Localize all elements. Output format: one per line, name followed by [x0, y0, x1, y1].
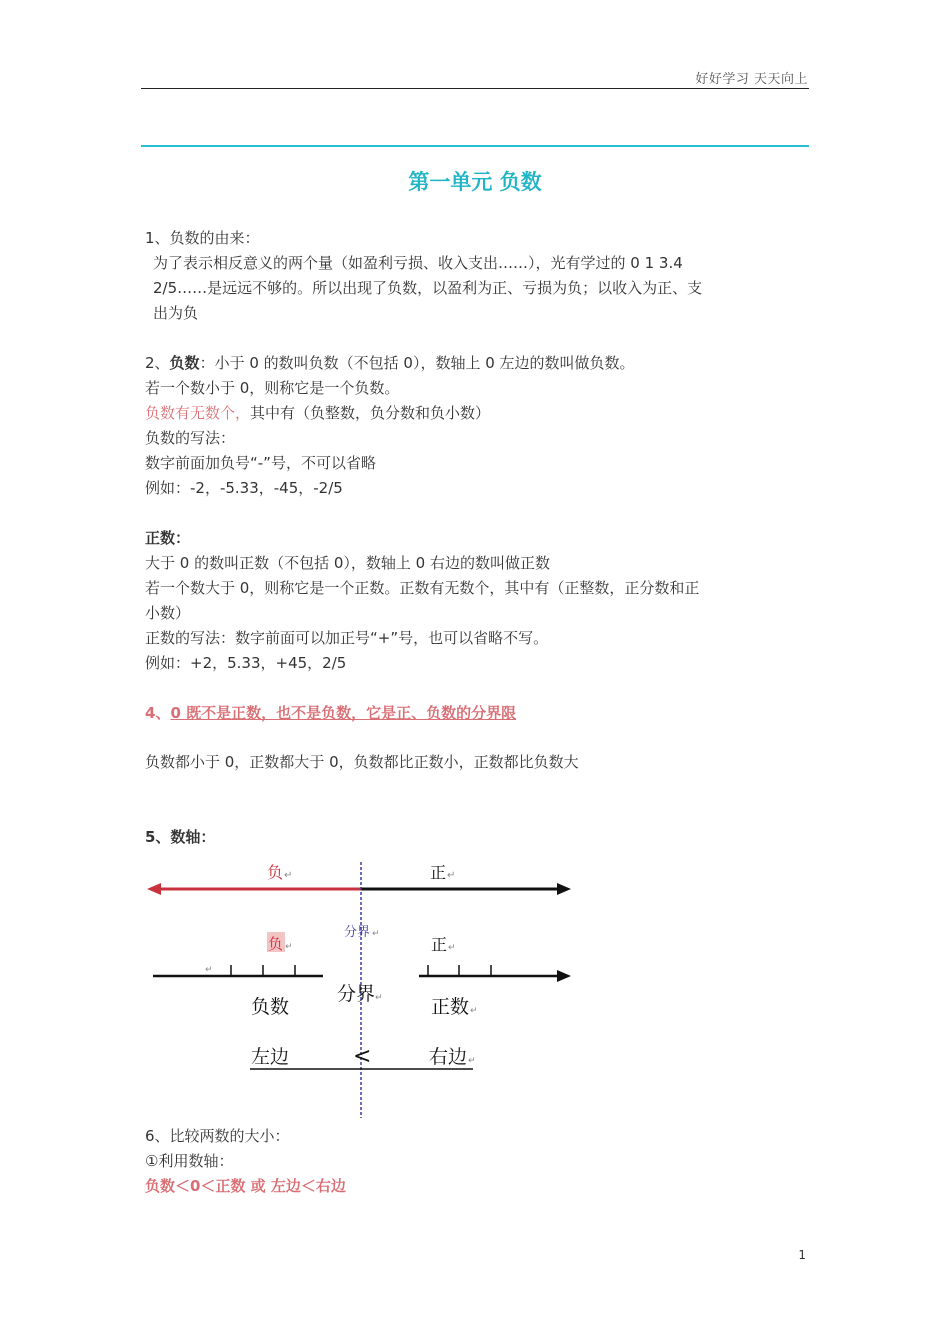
section5-heading: 5、数轴：: [145, 828, 216, 846]
section2-highlight: 负数有无数个，: [145, 404, 251, 422]
section6-rule: 负数＜0＜正数 或 左边＜右边: [145, 1177, 346, 1195]
section4-prefix: 4、: [145, 704, 171, 722]
section1-heading: 1、负数的由来：: [145, 229, 260, 247]
right-side-word: 右边: [429, 1046, 468, 1068]
section3-line4: 正数的写法：数字前面可以加正号“+”号，也可以省略不写。: [145, 629, 549, 647]
section2-definition: [145, 351, 635, 376]
page-title: 第一单元 负数: [408, 170, 542, 194]
section2-line3: [145, 401, 490, 426]
section3-line2: 若一个数大于 0，则称它是一个正数。正数有无数个，其中有（正整数，正分数和正: [145, 579, 700, 597]
section3-line5: 例如：+2，5.33，+45，2/5: [145, 654, 347, 672]
section2-line6: 例如：-2，-5.33，-45，-2/5: [145, 479, 343, 497]
top-negative-label: 负: [267, 863, 284, 882]
header-motto: 好好学习 天天向上: [695, 72, 808, 87]
header-divider: [141, 88, 809, 89]
section3-line3: 小数）: [145, 604, 191, 622]
title-divider: [141, 145, 809, 147]
less-than-symbol: <: [353, 1044, 372, 1069]
left-side-word: 左边: [251, 1046, 290, 1068]
section4-statement: [145, 701, 516, 726]
section6-heading: 6、比较两数的大小：: [145, 1127, 290, 1145]
section2-term: 负数: [169, 354, 200, 372]
section1-line1: 为了表示相反意义的两个量（如盈利亏损、收入支出……），光有学过的 0 1 3.4: [153, 254, 683, 272]
boundary-label-large: 分界: [337, 983, 376, 1005]
section2-line3-rest: 其中有（负整数，负分数和负小数）: [250, 404, 491, 422]
section3-line1: 大于 0 的数叫正数（不包括 0），数轴上 0 右边的数叫做正数: [145, 554, 550, 572]
positive-arrow-head: [557, 883, 571, 895]
section2-prefix: 2、: [145, 354, 170, 372]
top-positive-mark: ↵: [447, 870, 456, 881]
middle-negative-mark: ↵: [285, 942, 293, 952]
positive-word-mark: ↵: [470, 1006, 478, 1016]
page-number: 1: [798, 1248, 806, 1262]
number-line-diagram: [143, 848, 593, 1120]
boundary-label-small: 分界: [344, 925, 371, 940]
section2-line2: 若一个数小于 0，则称它是一个负数。: [145, 379, 400, 397]
middle-positive-label: 正: [431, 935, 448, 954]
top-positive-label: 正: [430, 863, 447, 882]
section4-summary: 负数都小于 0，正数都大于 0，负数都比正数小，正数都比负数大: [145, 753, 579, 771]
boundary-small-mark: ↵: [372, 929, 380, 939]
section4-key-statement: 0 既不是正数，也不是负数，它是正、负数的分界限: [170, 704, 517, 722]
section2-line4: 负数的写法：: [145, 429, 236, 447]
right-number-line-head: [557, 970, 571, 982]
section1-line3: 出为负: [153, 304, 199, 322]
right-word-mark: ↵: [468, 1056, 476, 1066]
middle-negative-label: 负: [268, 935, 284, 953]
section6-subheading: ①利用数轴：: [145, 1152, 234, 1170]
boundary-large-mark: ↵: [375, 993, 383, 1003]
top-negative-mark: ↵: [284, 870, 293, 881]
negative-arrow-head: [147, 883, 161, 895]
section2-line5: 数字前面加负号“-”号，不可以省略: [145, 454, 376, 472]
section3-heading: 正数：: [145, 529, 191, 547]
left-line-mark: ↵: [205, 965, 213, 975]
negative-number-word: 负数: [251, 996, 290, 1018]
section2-def: ：小于 0 的数叫负数（不包括 0），数轴上 0 左边的数叫做负数。: [199, 354, 635, 372]
section1-line2: 2/5……是远远不够的。所以出现了负数，以盈利为正、亏损为负；以收入为正、支: [153, 279, 703, 297]
middle-positive-mark: ↵: [448, 943, 456, 953]
positive-number-word: 正数: [431, 996, 470, 1018]
